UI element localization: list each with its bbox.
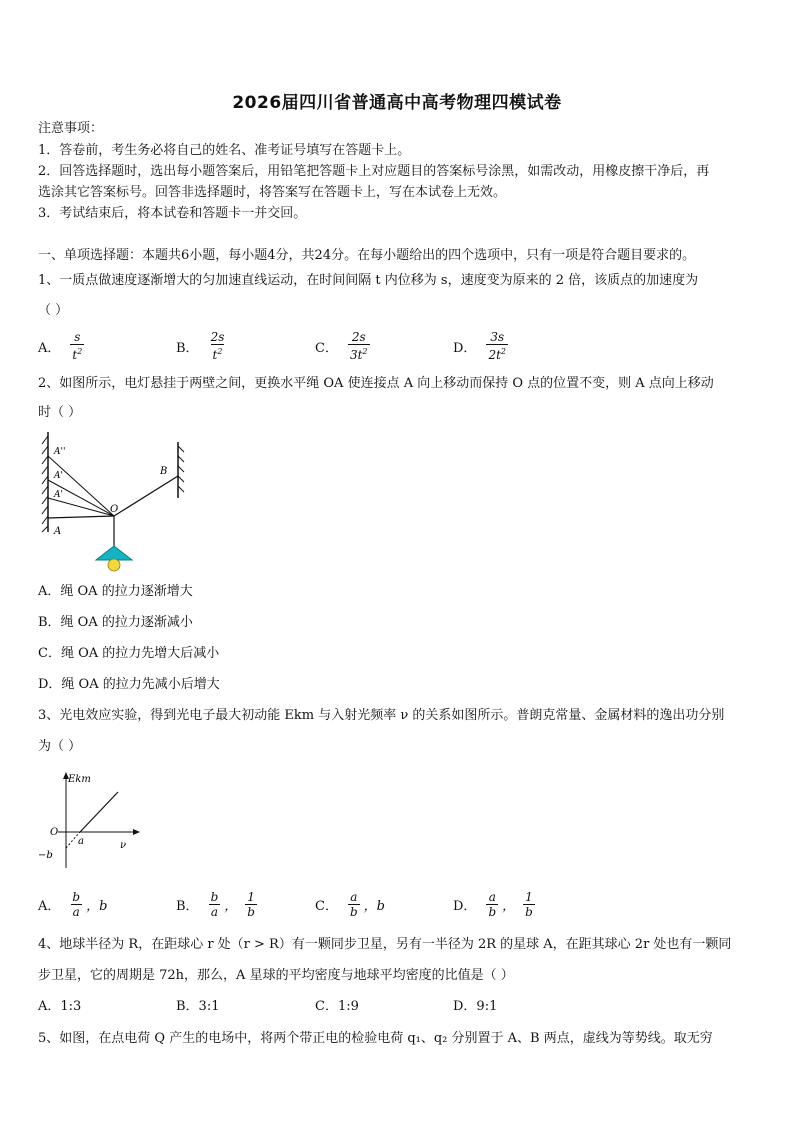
q2-option-b: B．绳 OA 的拉力逐渐减小: [38, 615, 193, 630]
notice-item: 2．回答选择题时，选出每小题答案后，用铅笔把答题卡上对应题目的答案标号涂黑，如需改动，用橡皮擦干净后，再: [38, 164, 710, 179]
numerator: b: [210, 890, 219, 904]
den-base: 3t: [349, 348, 363, 362]
left-wall-hatch: [42, 436, 48, 532]
denominator: a: [72, 905, 80, 919]
option-tail: ，: [224, 899, 238, 914]
numerator: a: [350, 890, 358, 904]
numerator: 2s: [351, 330, 366, 344]
numerator: 3s: [490, 330, 505, 344]
right-wall-hatch: [178, 446, 184, 492]
notice-item: 选涂其它答案标号。回答非选择题时，将答案写在答题卡上，写在本试卷上无效。: [38, 185, 507, 200]
fraction: [486, 330, 508, 362]
q4-option-a: A．1:3: [38, 999, 82, 1014]
notice-heading: 注意事项：: [38, 121, 104, 136]
den-base: t: [72, 348, 78, 362]
fraction: [70, 330, 84, 362]
denominator: a: [210, 905, 218, 919]
q3-stem: 3、光电效应实验，得到光电子最大初动能 Ekm 与入射光频率 ν 的关系如图所示。普朗克常量、金属材料的逸出功分别: [38, 708, 725, 723]
section-heading: 一、单项选择题：本题共6小题，每小题4分，共24分。在每小题给出的四个选项中，只有一项是符合题目要求的。: [38, 248, 696, 263]
option-label: C．: [315, 899, 338, 914]
option-tail: ，b: [86, 899, 108, 914]
fraction: [486, 890, 498, 919]
q2-stem: 2、如图所示，电灯悬挂于两壁之间，更换水平绳 OA 使连接点 A 向上移动而保持 O 点的位置不变，则 A 点向上移动: [38, 376, 714, 391]
label-a2: A': [54, 471, 63, 481]
q2-option-d: D．绳 OA 的拉力先减小后增大: [38, 677, 220, 692]
denominator: [348, 344, 370, 362]
notice-item: 1．答卷前，考生务必将自己的姓名、准考证号填写在答题卡上。: [38, 143, 411, 158]
q1-option-d: [453, 330, 508, 362]
label-a3: A'': [54, 447, 66, 457]
numerator: s: [74, 330, 81, 344]
label-a: A: [54, 526, 62, 537]
denominator: [486, 344, 508, 362]
den-base: t: [212, 348, 218, 362]
q4-stem: 4、地球半径为 R，在距球心 r 处（r > R）有一颗同步卫星，另有一半径为 2R 的星球 A，在距其球心 2r 处也有一颗同: [38, 937, 732, 952]
rope-ob: [114, 476, 178, 516]
option-tail: ，b: [363, 899, 385, 914]
numerator: b: [72, 890, 81, 904]
option-tail: ，: [502, 899, 516, 914]
fraction: [209, 890, 221, 919]
q2-lamp-figure: [40, 428, 200, 576]
fraction: [70, 890, 82, 919]
q3-photoelectric-graph: [36, 768, 146, 872]
fraction: [348, 330, 370, 362]
q5-stem: 5、如图，在点电荷 Q 产生的电场中，将两个带正电的检验电荷 q₁、q₂ 分别置于 A、B 两点，虚线为等势线。取无穷: [38, 1031, 713, 1046]
label-nu: ν: [120, 840, 127, 851]
denominator: b: [525, 905, 533, 919]
label-ekm: Ekm: [68, 774, 91, 785]
lamp-bulb: [108, 559, 120, 571]
q3-stem-end: 为（ ）: [38, 739, 82, 754]
numerator: a: [488, 890, 496, 904]
numerator: 2s: [210, 330, 225, 344]
label-b: B: [160, 466, 168, 477]
notice-item: 3．考试结束后，将本试卷和答题卡一并交回。: [38, 206, 307, 221]
ekm-line: [80, 792, 118, 832]
q2-stem-end: 时（ ）: [38, 405, 82, 420]
label-a1: A': [54, 490, 63, 500]
q1-stem: 1、一质点做速度逐渐增大的匀加速直线运动，在时间间隔 t 内位移为 s，速度变为原来的 2 倍，该质点的加速度为: [38, 273, 699, 288]
den-base: 2t: [488, 348, 501, 362]
q1-option-c: [315, 330, 370, 362]
den-exp: 2: [500, 347, 506, 356]
option-label: B．: [176, 899, 199, 914]
denominator: b: [488, 905, 497, 919]
option-label: A．: [38, 340, 61, 356]
q1-option-a: [38, 330, 84, 362]
denominator: b: [247, 905, 255, 919]
q4-option-c: C．1:9: [315, 999, 359, 1014]
den-exp: 2: [362, 347, 368, 356]
q4-option-d: D．9:1: [453, 999, 498, 1014]
label-origin: O: [50, 827, 59, 838]
label-a: a: [78, 836, 84, 847]
q2-option-a: A．绳 OA 的拉力逐渐增大: [38, 584, 193, 599]
label-o: O: [110, 504, 119, 515]
q1-option-b: [176, 330, 226, 362]
numerator: 1: [525, 890, 533, 904]
numerator: 1: [247, 890, 255, 904]
q2-option-c: C．绳 OA 的拉力先增大后减小: [38, 646, 220, 661]
option-label: D．: [453, 899, 477, 914]
option-label: C．: [315, 340, 338, 356]
exam-title: 2026届四川省普通高中高考物理四模试卷: [232, 93, 562, 113]
label-minus-b: −b: [38, 850, 53, 861]
q3-option-b: [176, 890, 257, 919]
q4-option-b: B．3:1: [176, 999, 220, 1014]
fraction: [209, 330, 227, 362]
option-label: A．: [38, 899, 61, 914]
q3-option-a: [38, 890, 107, 919]
q1-stem-blank: （ ）: [38, 303, 69, 318]
q4-stem-end: 步卫星，它的周期是 72h，那么，A 星球的平均密度与地球平均密度的比值是（ ）: [38, 968, 514, 983]
x-axis-arrow: [133, 829, 140, 835]
rope-oa: [48, 516, 114, 518]
den-exp: 2: [77, 347, 83, 356]
den-exp: 2: [217, 347, 223, 356]
q3-option-d: [453, 890, 535, 919]
denominator: [211, 344, 225, 362]
option-label: B．: [176, 340, 199, 356]
fraction-2: [523, 890, 535, 919]
denominator: b: [349, 905, 358, 919]
option-label: D．: [453, 340, 477, 356]
q3-option-c: [315, 890, 385, 919]
fraction: [348, 890, 360, 919]
denominator: [70, 344, 84, 362]
lamp-shade: [96, 546, 132, 560]
fraction-2: [245, 890, 257, 919]
